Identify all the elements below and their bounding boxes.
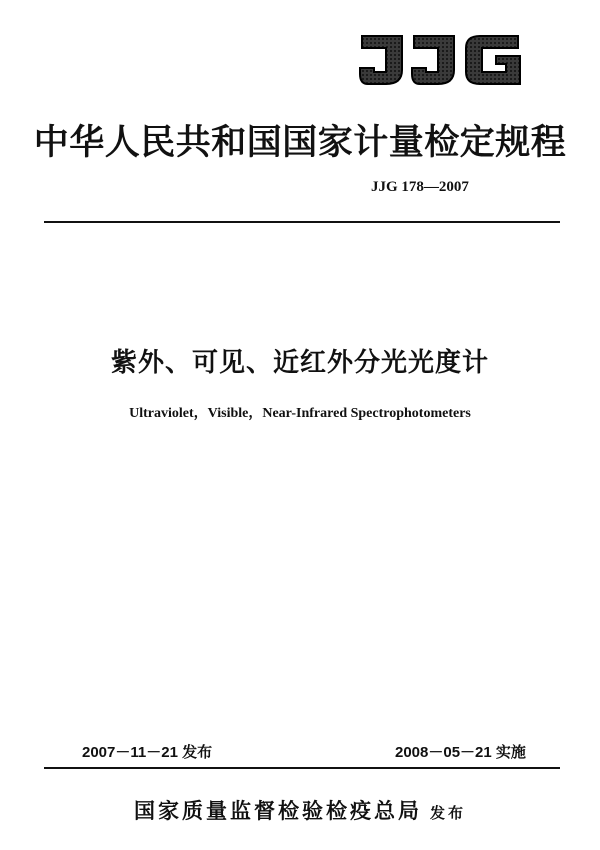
bottom-divider [44,767,560,769]
main-title: 中华人民共和国国家计量检定规程 [33,123,567,163]
jjg-logo [358,30,526,88]
issue-word: 发布 [429,804,466,822]
jjg-logo-mark [358,30,526,88]
issuer-name: 国家质量监督检验检疫总局 [133,799,422,823]
issue-date: 2007－11－21 发布 [82,744,213,761]
top-divider [44,221,560,223]
standard-code: JJG 178—2007 [371,179,469,195]
effective-date: 2008－05－21 实施 [395,744,526,761]
document-title-cn: 紫外、可见、近红外分光光度计 [110,348,489,378]
issuer-line [0,795,600,825]
document-title-en: Ultraviolet，Visible，Near-Infrared Spectrophotometers [129,406,471,421]
